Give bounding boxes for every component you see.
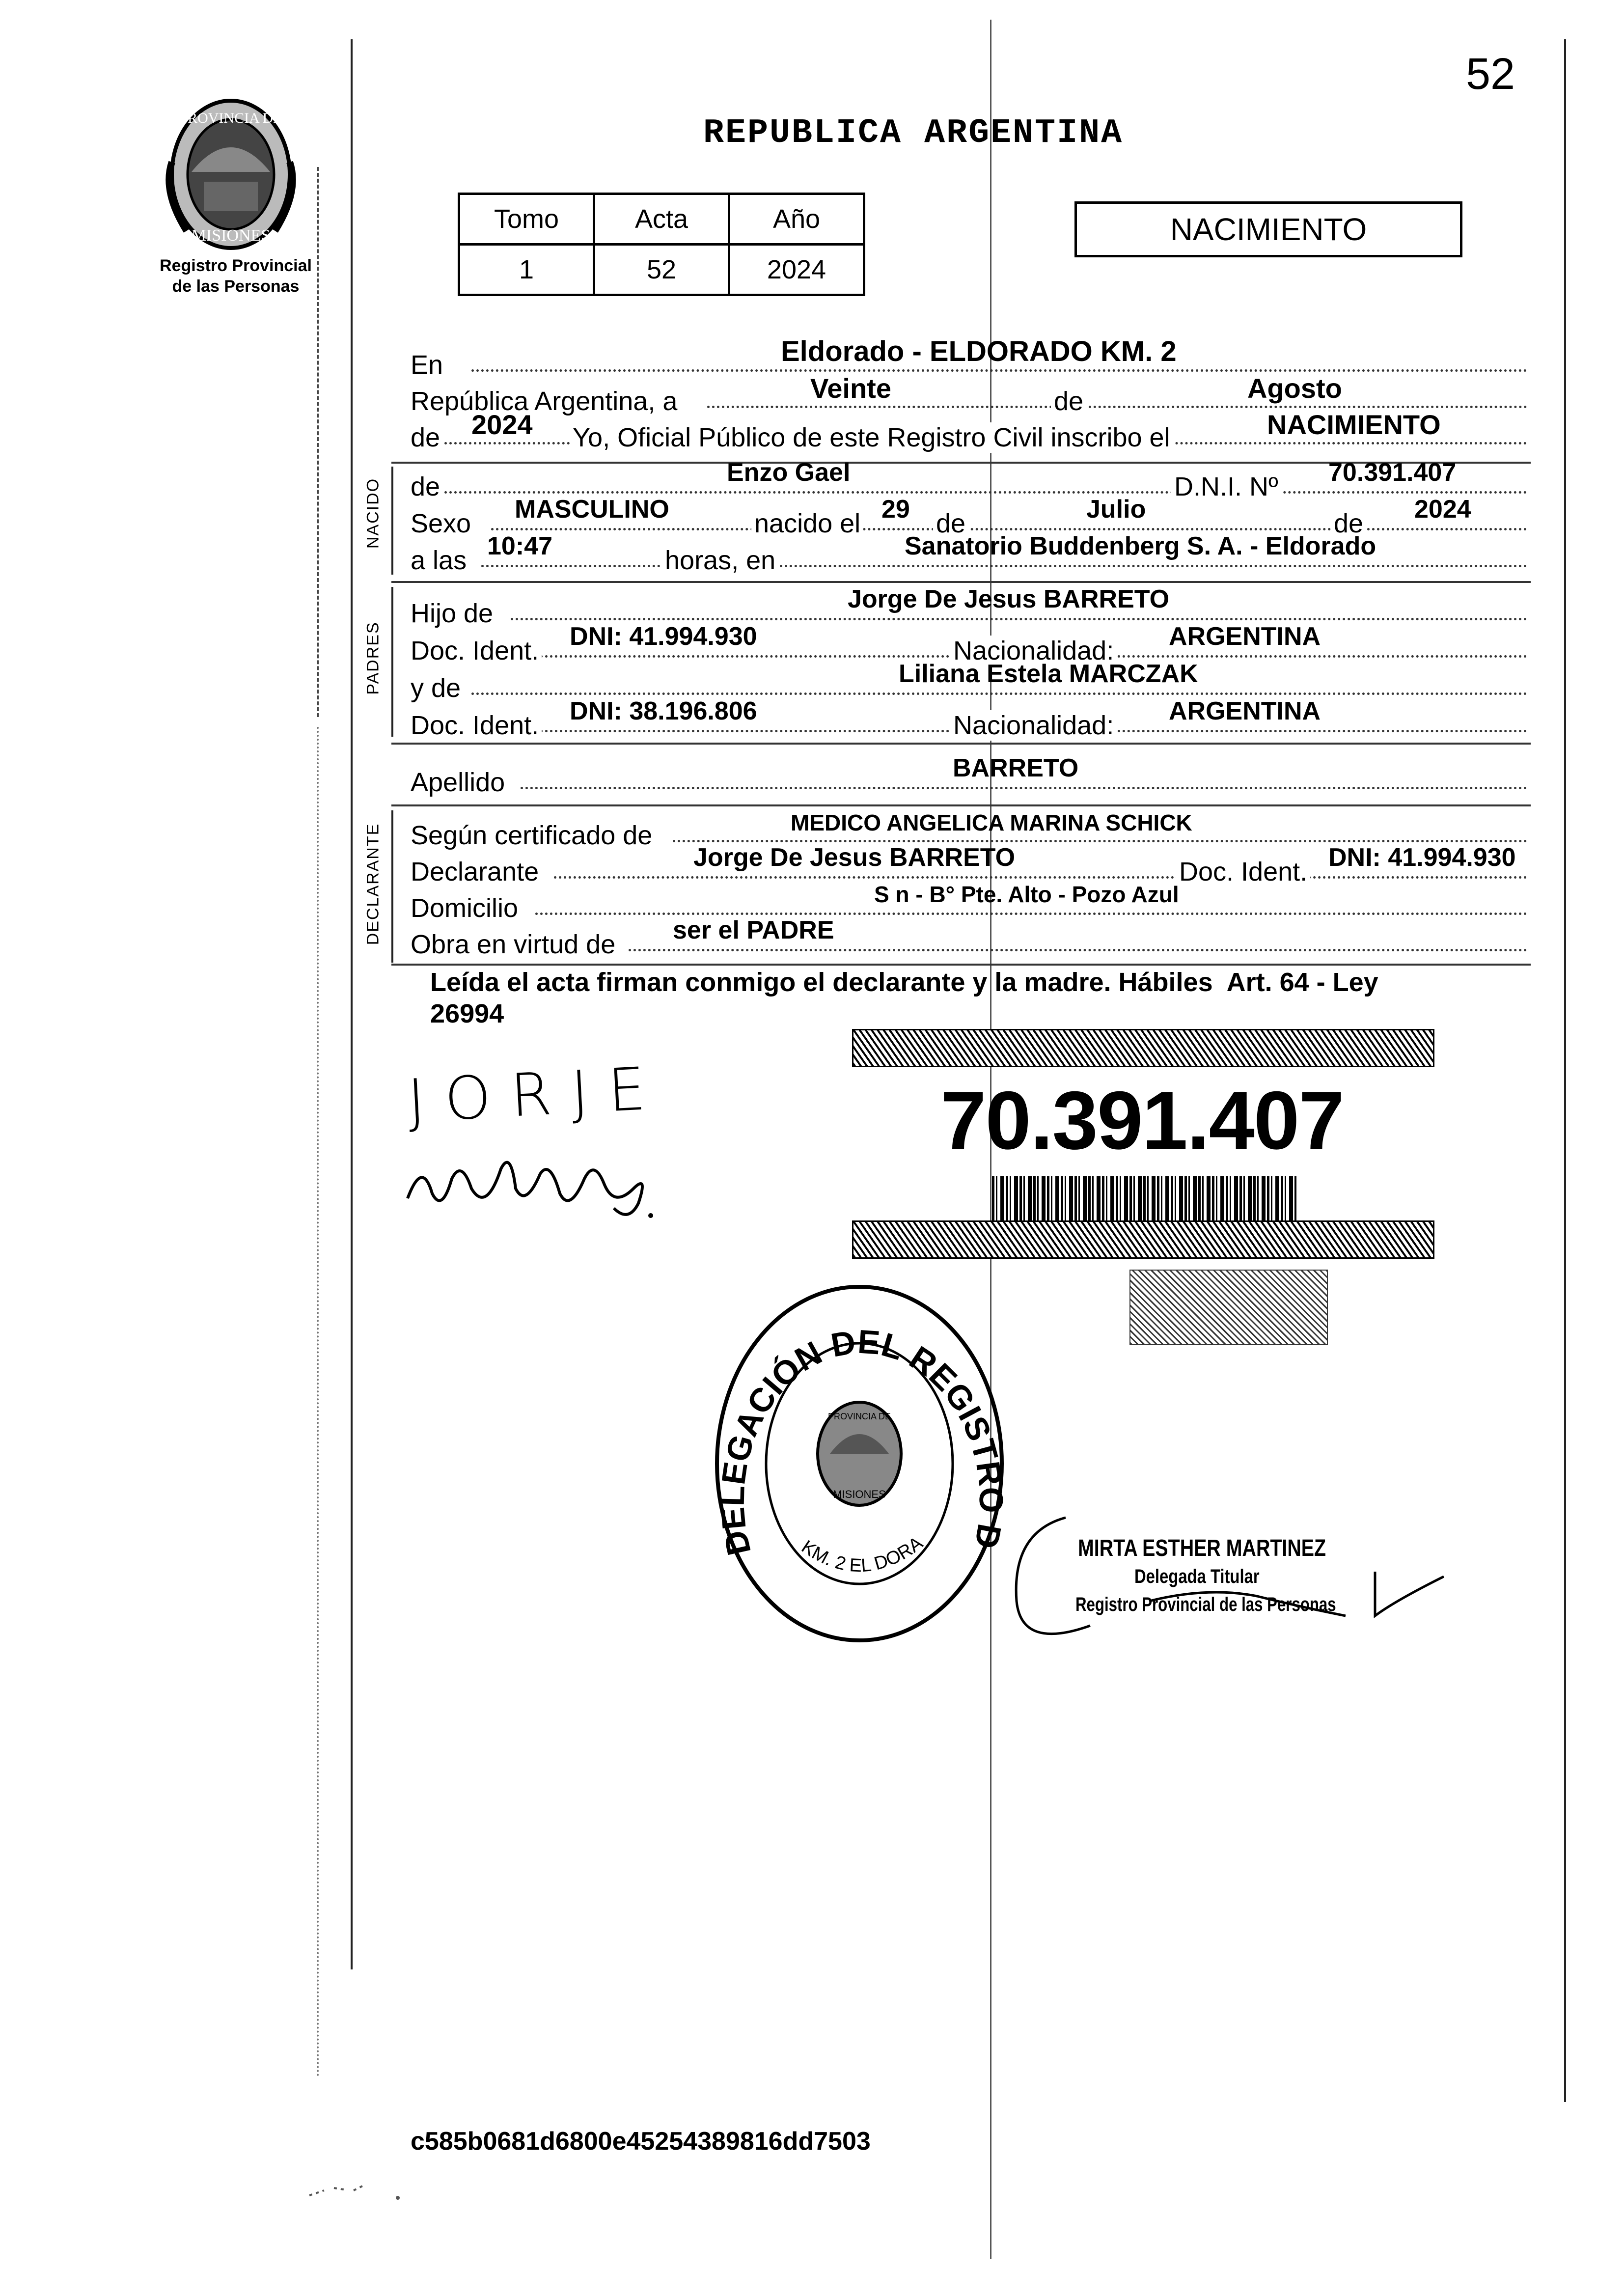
security-strip-top: [852, 1029, 1434, 1067]
label-doc-madre: Doc. Ident.: [411, 710, 542, 741]
header-tomo: Tomo: [459, 194, 594, 245]
page-number: 52: [1466, 50, 1515, 99]
dotted-leader: [491, 528, 1527, 530]
registry-line: de las Personas: [172, 277, 300, 296]
value-dia-nacimiento: 29: [881, 495, 910, 524]
value-anio-nacimiento: 2024: [1414, 495, 1471, 524]
label-en: En: [411, 350, 443, 380]
margin-dash-line: [317, 727, 319, 2077]
dotted-leader: [629, 949, 1527, 951]
margin-dash-line: [317, 167, 319, 717]
svg-text:MISIONES: MISIONES: [833, 1488, 886, 1500]
value-mes-nacimiento: Julio: [1086, 495, 1146, 524]
section-label-nacido: NACIDO: [363, 477, 383, 549]
value-doc-declarante: DNI: 41.994.930: [1328, 843, 1516, 872]
value-apellido: BARRETO: [953, 754, 1079, 782]
label-hijo-de: Hijo de: [411, 599, 494, 628]
value-nacionalidad-madre: ARGENTINA: [1169, 697, 1321, 725]
value-declarante: Jorge De Jesus BARRETO: [693, 843, 1016, 872]
right-border-line: [1564, 39, 1566, 2102]
value-doc-padre: DNI: 41.994.930: [570, 622, 757, 651]
value-dia-registro: Veinte: [810, 373, 891, 404]
value-tomo: 1: [459, 245, 594, 295]
label-y-de: y de: [411, 673, 461, 703]
label-declarante: Declarante: [411, 857, 539, 886]
svg-text:PROVINCIA DE: PROVINCIA DE: [179, 110, 282, 126]
label-de-anio: de: [411, 423, 440, 452]
value-anio-registro: 2024: [471, 409, 533, 440]
label-nacionalidad-padre: Nacionalidad:: [950, 636, 1117, 666]
value-certificado: MEDICO ANGELICA MARINA SCHICK: [791, 810, 1192, 835]
header-anio: Año: [729, 194, 864, 245]
handwritten-signature: [403, 1130, 658, 1228]
label-de-mes: de: [933, 508, 968, 539]
svg-text:MISIONES: MISIONES: [191, 226, 271, 245]
official-office: Registro Provincial de las Personas: [1075, 1594, 1336, 1615]
label-domicilio: Domicilio: [411, 893, 519, 923]
dotted-leader: [471, 369, 1527, 372]
value-anio: 2024: [729, 245, 864, 295]
label-doc-declarante: Doc. Ident.: [1176, 857, 1310, 887]
document-hash: c585b0681d6800e45254389816dd7503: [411, 2127, 871, 2156]
value-doc-madre: DNI: 38.196.806: [570, 697, 757, 725]
closing-line-2: 26994: [430, 999, 504, 1028]
label-obra: Obra en virtud de: [411, 930, 616, 959]
value-madre: Liliana Estela MARCZAK: [899, 660, 1198, 688]
value-acta: 52: [594, 245, 729, 295]
book-table-header-row: [459, 194, 864, 245]
official-role: Delegada Titular: [1134, 1566, 1260, 1587]
label-republica: República Argentina, a: [411, 387, 678, 416]
section-divider: [391, 581, 1531, 583]
value-lugar-registro: Eldorado - ELDORADO KM. 2: [781, 335, 1177, 367]
dotted-leader: [707, 406, 1527, 408]
book-table: [458, 193, 865, 296]
delegation-round-seal: [707, 1277, 1012, 1650]
svg-text:DELEGACIÓN DEL REGISTRO DE LAS: DELEGACIÓN DEL REGISTRO D: [714, 1323, 1010, 1559]
label-de-nombre: de: [411, 472, 440, 501]
value-nacionalidad-padre: ARGENTINA: [1169, 622, 1321, 651]
act-type-box: NACIMIENTO: [1074, 201, 1462, 257]
label-a-las: a las: [411, 545, 469, 576]
section-label-padres: PADRES: [363, 621, 383, 695]
value-nombre: Enzo Gael: [727, 458, 851, 487]
label-de: de: [1051, 386, 1086, 416]
dotted-leader: [444, 491, 1527, 494]
value-tipo-inscripcion: NACIMIENTO: [1267, 409, 1441, 440]
label-doc-padre: Doc. Ident.: [411, 636, 542, 666]
section-bar-nacido: [391, 467, 393, 575]
label-dni: D.N.I. Nº: [1171, 471, 1281, 502]
section-bar-padres: [391, 587, 393, 737]
value-mes-registro: Agosto: [1247, 373, 1342, 404]
dotted-leader: [673, 840, 1527, 842]
section-bar-declarante: [391, 810, 393, 963]
closing-text: [430, 967, 1378, 1029]
dotted-leader: [471, 692, 1527, 695]
dotted-leader: [481, 565, 1527, 567]
dotted-leader: [521, 787, 1527, 789]
label-certificado: Según certificado de: [411, 821, 653, 850]
dotted-leader: [511, 618, 1527, 620]
left-border-line: [351, 39, 353, 1969]
label-apellido: Apellido: [411, 768, 505, 797]
barcode-number: 70.391.407: [940, 1074, 1344, 1166]
value-padre: Jorge De Jesus BARRETO: [848, 585, 1170, 613]
svg-text:KM. 2 EL DORADO: KM. 2 EL DORA: [798, 1532, 927, 1577]
value-obra: ser el PADRE: [673, 916, 834, 944]
official-name: MIRTA ESTHER MARTINEZ: [1078, 1535, 1326, 1561]
registry-name: [133, 255, 339, 297]
value-hora: 10:47: [487, 532, 552, 560]
label-nacionalidad-madre: Nacionalidad:: [950, 710, 1117, 741]
registry-seal-logo: [157, 93, 304, 255]
stray-marks: [304, 2171, 422, 2210]
svg-text:PROVINCIA DE: PROVINCIA DE: [827, 1412, 891, 1421]
hologram-patch: [1129, 1270, 1328, 1345]
section-divider: [391, 743, 1531, 745]
label-horas-en: horas, en: [662, 545, 778, 576]
document-title: REPUBLICA ARGENTINA: [703, 114, 1124, 153]
security-strip-bottom: [852, 1220, 1434, 1259]
handwritten-name-jorje: JORJE: [406, 1054, 667, 1136]
section-divider: [391, 964, 1531, 966]
value-sexo: MASCULINO: [515, 495, 669, 524]
header-acta: Acta: [594, 194, 729, 245]
value-lugar-nacimiento: Sanatorio Buddenberg S. A. - Eldorado: [905, 532, 1376, 560]
section-label-declarante: DECLARANTE: [363, 823, 383, 945]
dotted-leader: [554, 876, 1527, 879]
registry-line: Registro Provincial: [160, 256, 312, 275]
label-de-anio-nac: de: [1331, 508, 1366, 539]
value-dni-nacido: 70.391.407: [1328, 458, 1457, 487]
label-nacido-el: nacido el: [751, 508, 863, 539]
section-divider: [391, 804, 1531, 806]
dotted-leader: [535, 913, 1527, 915]
book-table-value-row: [459, 245, 864, 295]
label-sexo: Sexo: [411, 508, 474, 539]
label-oficial-texto: Yo, Oficial Público de este Registro Civil inscribo el: [570, 422, 1173, 453]
value-domicilio: S n - B° Pte. Alto - Pozo Azul: [874, 882, 1179, 907]
closing-line-1: Leída el acta firman conmigo el declarante y la madre. Hábiles Art. 64 - Ley: [430, 968, 1378, 997]
